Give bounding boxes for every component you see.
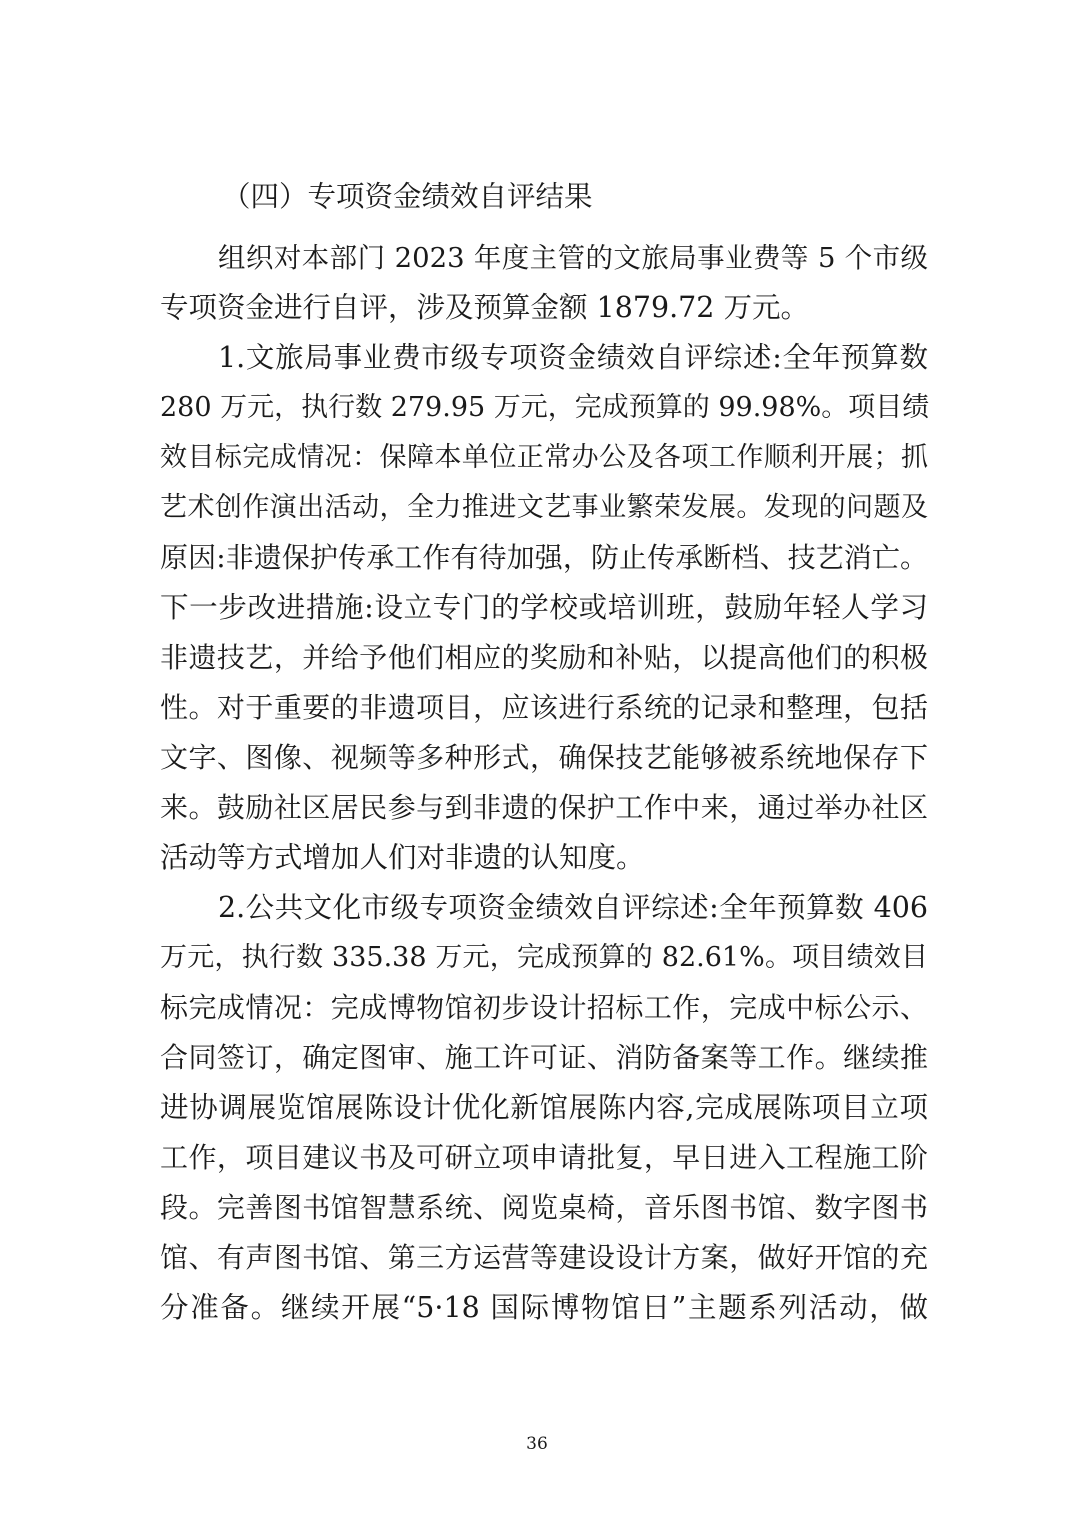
paragraph-2-line-1: 1.文旅局事业费市级专项资金绩效自评综述:全年预算数: [218, 341, 928, 374]
paragraph-3-line-5: 进协调展览馆展陈设计优化新馆展陈内容,完成展陈项目立项: [160, 1091, 928, 1124]
paragraph-3-line-1: 2.公共文化市级专项资金绩效自评综述:全年预算数 406: [218, 891, 928, 924]
paragraph-3-line-2: 万元，执行数 335.38 万元，完成预算的 82.61%。项目绩效目: [160, 942, 928, 973]
paragraph-3-line-9: 分准备。继续开展“5·18 国际博物馆日”主题系列活动，做: [160, 1291, 928, 1324]
paragraph-3-line-7: 段。完善图书馆智慧系统、阅览桌椅，音乐图书馆、数字图书: [160, 1191, 928, 1224]
paragraph-1-line-2: 专项资金进行自评，涉及预算金额 1879.72 万元。: [160, 291, 809, 324]
paragraph-2-line-8: 性。对于重要的非遗项目，应该进行系统的记录和整理，包括: [160, 691, 928, 724]
paragraph-2-line-7: 非遗技艺，并给予他们相应的奖励和补贴，以提高他们的积极: [160, 641, 928, 674]
paragraph-2-line-4: 艺术创作演出活动，全力推进文艺事业繁荣发展。发现的问题及: [160, 492, 928, 523]
paragraph-2-line-11: 活动等方式增加人们对非遗的认知度。: [160, 841, 645, 874]
paragraph-2-line-6: 下一步改进措施:设立专门的学校或培训班，鼓励年轻人学习: [160, 591, 928, 624]
paragraph-3-line-8: 馆、有声图书馆、第三方运营等建设设计方案，做好开馆的充: [160, 1241, 928, 1274]
paragraph-2-line-3: 效目标完成情况：保障本单位正常办公及各项工作顺利开展；抓: [160, 442, 928, 473]
paragraph-2-line-10: 来。鼓励社区居民参与到非遗的保护工作中来，通过举办社区: [160, 791, 928, 824]
paragraph-3-line-3: 标完成情况：完成博物馆初步设计招标工作，完成中标公示、: [160, 991, 928, 1024]
page-number: 36: [526, 1434, 548, 1454]
section-heading: （四）专项资金绩效自评结果: [222, 180, 593, 213]
paragraph-1-line-1: 组织对本部门 2023 年度主管的文旅局事业费等 5 个市级: [218, 242, 928, 274]
paragraph-2-line-9: 文字、图像、视频等多种形式，确保技艺能够被系统地保存下: [160, 741, 928, 774]
paragraph-3-line-6: 工作，项目建议书及可研立项申请批复，早日进入工程施工阶: [160, 1141, 928, 1174]
paragraph-2-line-5: 原因:非遗保护传承工作有待加强，防止传承断档、技艺消亡。: [160, 541, 928, 574]
paragraph-3-line-4: 合同签订，确定图审、施工许可证、消防备案等工作。继续推: [160, 1041, 928, 1074]
paragraph-2-line-2: 280 万元，执行数 279.95 万元，完成预算的 99.98%。项目绩: [160, 392, 930, 423]
